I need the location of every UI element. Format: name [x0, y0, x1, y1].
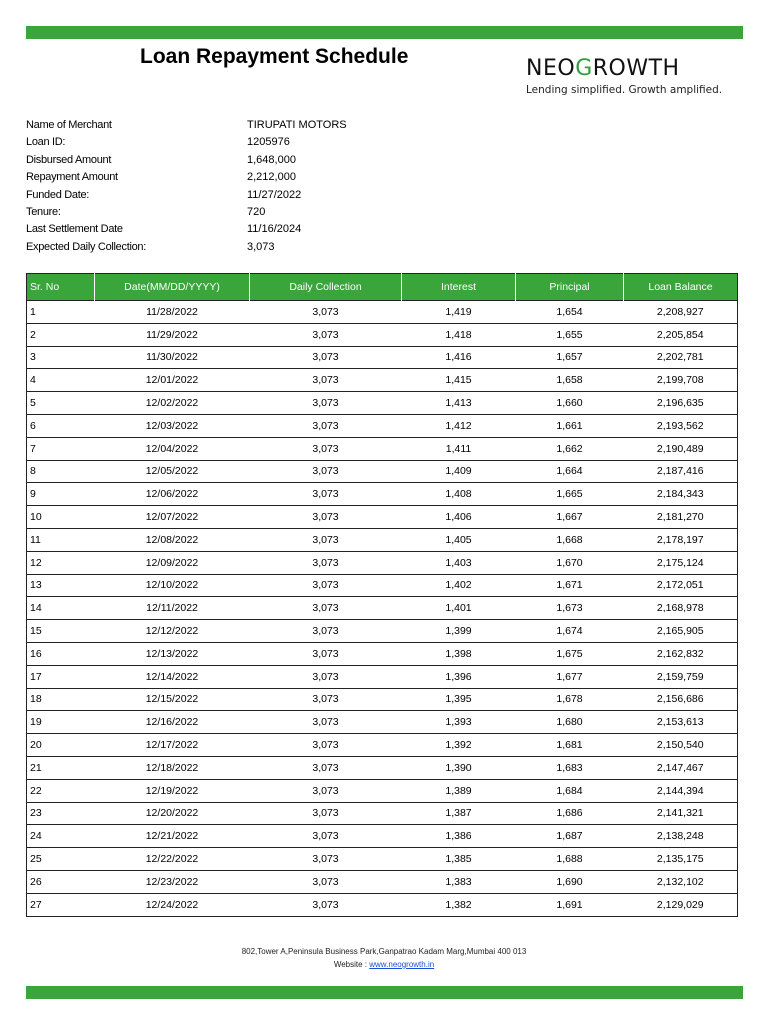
- table-cell: 27: [27, 893, 95, 916]
- table-cell: 2,205,854: [624, 323, 738, 346]
- table-cell: 2,202,781: [624, 346, 738, 369]
- table-cell: 22: [27, 779, 95, 802]
- table-cell: 5: [27, 392, 95, 415]
- info-label: Last Settlement Date: [26, 223, 123, 236]
- page-footer: [0, 945, 768, 971]
- table-cell: 1,405: [402, 528, 516, 551]
- website-link[interactable]: www.neogrowth.in: [369, 960, 435, 969]
- table-row: [27, 893, 738, 916]
- table-cell: 1,661: [516, 414, 624, 437]
- table-cell: 1,392: [402, 734, 516, 757]
- table-cell: 2,159,759: [624, 665, 738, 688]
- table-cell: 12/01/2022: [95, 369, 250, 392]
- table-cell: 12/24/2022: [95, 893, 250, 916]
- table-row: [27, 848, 738, 871]
- table-cell: 12/04/2022: [95, 437, 250, 460]
- table-cell: 3,073: [250, 848, 402, 871]
- table-cell: 1,411: [402, 437, 516, 460]
- info-label: Expected Daily Collection:: [26, 240, 146, 253]
- logo-wordmark: NEOGROWTH: [526, 56, 680, 81]
- page-title: Loan Repayment Schedule: [140, 45, 409, 68]
- table-row: [27, 711, 738, 734]
- table-row: [27, 369, 738, 392]
- table-cell: 2,153,613: [624, 711, 738, 734]
- column-header: Loan Balance: [624, 274, 738, 301]
- column-header: Interest: [402, 274, 516, 301]
- table-row: [27, 620, 738, 643]
- table-cell: 1,683: [516, 756, 624, 779]
- table-cell: 2,150,540: [624, 734, 738, 757]
- table-cell: 3,073: [250, 620, 402, 643]
- table-cell: 11/30/2022: [95, 346, 250, 369]
- table-cell: 3,073: [250, 369, 402, 392]
- table-cell: 3,073: [250, 756, 402, 779]
- table-cell: 1,399: [402, 620, 516, 643]
- table-cell: 4: [27, 369, 95, 392]
- table-cell: 1,657: [516, 346, 624, 369]
- table-cell: 1,396: [402, 665, 516, 688]
- table-row: [27, 734, 738, 757]
- table-row: [27, 642, 738, 665]
- table-cell: 1,674: [516, 620, 624, 643]
- info-label: Loan ID:: [26, 136, 66, 149]
- table-row: [27, 574, 738, 597]
- table-cell: 6: [27, 414, 95, 437]
- table-row: [27, 597, 738, 620]
- table-cell: 19: [27, 711, 95, 734]
- neogrowth-logo: [526, 56, 731, 96]
- table-row: [27, 301, 738, 324]
- info-label: Funded Date:: [26, 188, 90, 201]
- table-cell: 1,419: [402, 301, 516, 324]
- table-row: [27, 460, 738, 483]
- table-cell: 12/16/2022: [95, 711, 250, 734]
- table-cell: 1,412: [402, 414, 516, 437]
- table-cell: 1,667: [516, 506, 624, 529]
- table-cell: 12/22/2022: [95, 848, 250, 871]
- table-cell: 3,073: [250, 392, 402, 415]
- table-cell: 18: [27, 688, 95, 711]
- table-cell: 12/03/2022: [95, 414, 250, 437]
- table-row: [27, 506, 738, 529]
- table-cell: 1,660: [516, 392, 624, 415]
- table-cell: 17: [27, 665, 95, 688]
- table-cell: 1,675: [516, 642, 624, 665]
- info-value: 2,212,000: [247, 171, 296, 184]
- table-cell: 1,393: [402, 711, 516, 734]
- table-cell: 1,654: [516, 301, 624, 324]
- footer-address: 802,Tower A,Peninsula Business Park,Ganpatrao Kadam Marg,Mumbai 400 013: [241, 947, 527, 956]
- table-cell: 2,193,562: [624, 414, 738, 437]
- info-value: 1205976: [247, 136, 290, 149]
- column-header: Sr. No: [27, 274, 95, 301]
- footer-website: Website : www.neogrowth.in: [333, 960, 435, 969]
- table-cell: 12/11/2022: [95, 597, 250, 620]
- table-cell: 3,073: [250, 506, 402, 529]
- table-cell: 3,073: [250, 574, 402, 597]
- table-cell: 8: [27, 460, 95, 483]
- table-cell: 3,073: [250, 460, 402, 483]
- table-cell: 12/12/2022: [95, 620, 250, 643]
- table-cell: 2,138,248: [624, 825, 738, 848]
- table-cell: 1,684: [516, 779, 624, 802]
- table-cell: 1,415: [402, 369, 516, 392]
- bottom-accent-bar: [26, 986, 743, 999]
- table-cell: 2,187,416: [624, 460, 738, 483]
- table-cell: 1,678: [516, 688, 624, 711]
- info-value: 11/16/2024: [247, 223, 302, 236]
- table-cell: 1,671: [516, 574, 624, 597]
- table-cell: 2,135,175: [624, 848, 738, 871]
- table-cell: 10: [27, 506, 95, 529]
- table-cell: 11/29/2022: [95, 323, 250, 346]
- table-cell: 3,073: [250, 642, 402, 665]
- table-cell: 1,389: [402, 779, 516, 802]
- table-cell: 3,073: [250, 551, 402, 574]
- table-cell: 3: [27, 346, 95, 369]
- table-cell: 1,688: [516, 848, 624, 871]
- table-cell: 2,190,489: [624, 437, 738, 460]
- table-cell: 1,403: [402, 551, 516, 574]
- table-cell: 3,073: [250, 688, 402, 711]
- table-cell: 2,162,832: [624, 642, 738, 665]
- table-cell: 1,673: [516, 597, 624, 620]
- table-row: [27, 688, 738, 711]
- table-cell: 1,655: [516, 323, 624, 346]
- table-cell: 12/20/2022: [95, 802, 250, 825]
- table-cell: 3,073: [250, 802, 402, 825]
- table-cell: 12/06/2022: [95, 483, 250, 506]
- table-cell: 12/19/2022: [95, 779, 250, 802]
- table-row: [27, 437, 738, 460]
- table-cell: 1,413: [402, 392, 516, 415]
- top-accent-bar: [26, 26, 743, 39]
- table-cell: 1,677: [516, 665, 624, 688]
- table-cell: 13: [27, 574, 95, 597]
- info-value: TIRUPATI MOTORS: [247, 119, 347, 131]
- table-cell: 23: [27, 802, 95, 825]
- info-value: 720: [247, 205, 266, 218]
- info-value: 11/27/2022: [247, 188, 302, 201]
- table-row: [27, 825, 738, 848]
- table-cell: 16: [27, 642, 95, 665]
- table-cell: 12/14/2022: [95, 665, 250, 688]
- table-cell: 24: [27, 825, 95, 848]
- table-cell: 12/23/2022: [95, 870, 250, 893]
- info-value: 1,648,000: [247, 153, 296, 166]
- table-cell: 2,129,029: [624, 893, 738, 916]
- table-cell: 1,416: [402, 346, 516, 369]
- table-cell: 2,208,927: [624, 301, 738, 324]
- table-row: [27, 870, 738, 893]
- info-label: Tenure:: [26, 205, 61, 218]
- table-cell: 1,402: [402, 574, 516, 597]
- table-cell: 11: [27, 528, 95, 551]
- table-cell: 2,168,978: [624, 597, 738, 620]
- column-header: Daily Collection: [250, 274, 402, 301]
- table-cell: 2,132,102: [624, 870, 738, 893]
- table-cell: 3,073: [250, 711, 402, 734]
- table-cell: 2: [27, 323, 95, 346]
- table-cell: 2,199,708: [624, 369, 738, 392]
- table-cell: 2,196,635: [624, 392, 738, 415]
- table-cell: 3,073: [250, 665, 402, 688]
- table-cell: 2,178,197: [624, 528, 738, 551]
- table-cell: 1,664: [516, 460, 624, 483]
- table-cell: 1,687: [516, 825, 624, 848]
- table-cell: 1,670: [516, 551, 624, 574]
- table-cell: 1,401: [402, 597, 516, 620]
- table-cell: 1,662: [516, 437, 624, 460]
- table-row: [27, 551, 738, 574]
- table-cell: 3,073: [250, 870, 402, 893]
- table-cell: 26: [27, 870, 95, 893]
- table-cell: 12/15/2022: [95, 688, 250, 711]
- table-cell: 12/10/2022: [95, 574, 250, 597]
- table-row: [27, 665, 738, 688]
- table-row: [27, 414, 738, 437]
- table-row: [27, 346, 738, 369]
- table-cell: 15: [27, 620, 95, 643]
- table-cell: 2,172,051: [624, 574, 738, 597]
- table-cell: 2,181,270: [624, 506, 738, 529]
- table-row: [27, 528, 738, 551]
- table-cell: 12/05/2022: [95, 460, 250, 483]
- table-cell: 1,680: [516, 711, 624, 734]
- table-cell: 21: [27, 756, 95, 779]
- table-cell: 1,690: [516, 870, 624, 893]
- table-cell: 1,418: [402, 323, 516, 346]
- table-cell: 1,385: [402, 848, 516, 871]
- table-row: [27, 483, 738, 506]
- table-cell: 14: [27, 597, 95, 620]
- table-cell: 1,395: [402, 688, 516, 711]
- table-cell: 3,073: [250, 734, 402, 757]
- table-cell: 12: [27, 551, 95, 574]
- table-cell: 1,406: [402, 506, 516, 529]
- table-cell: 1,668: [516, 528, 624, 551]
- table-cell: 9: [27, 483, 95, 506]
- table-cell: 2,144,394: [624, 779, 738, 802]
- table-cell: 12/07/2022: [95, 506, 250, 529]
- table-cell: 3,073: [250, 301, 402, 324]
- repayment-schedule-table: [26, 273, 738, 917]
- table-cell: 3,073: [250, 346, 402, 369]
- table-cell: 3,073: [250, 597, 402, 620]
- table-cell: 2,165,905: [624, 620, 738, 643]
- info-label: Repayment Amount: [26, 171, 118, 184]
- table-cell: 3,073: [250, 528, 402, 551]
- table-cell: 7: [27, 437, 95, 460]
- table-cell: 1,382: [402, 893, 516, 916]
- table-cell: 3,073: [250, 323, 402, 346]
- table-cell: 12/08/2022: [95, 528, 250, 551]
- table-cell: 12/17/2022: [95, 734, 250, 757]
- table-cell: 2,184,343: [624, 483, 738, 506]
- table-cell: 1,658: [516, 369, 624, 392]
- column-header: Principal: [516, 274, 624, 301]
- table-cell: 3,073: [250, 893, 402, 916]
- table-cell: 3,073: [250, 779, 402, 802]
- table-cell: 1,386: [402, 825, 516, 848]
- logo-tagline: Lending simplified. Growth amplified.: [526, 84, 723, 96]
- table-cell: 12/09/2022: [95, 551, 250, 574]
- table-cell: 2,156,686: [624, 688, 738, 711]
- table-cell: 1,408: [402, 483, 516, 506]
- table-row: [27, 323, 738, 346]
- table-cell: 12/21/2022: [95, 825, 250, 848]
- column-header: Date(MM/DD/YYYY): [95, 274, 250, 301]
- table-cell: 1,665: [516, 483, 624, 506]
- table-cell: 12/02/2022: [95, 392, 250, 415]
- table-cell: 3,073: [250, 483, 402, 506]
- table-row: [27, 802, 738, 825]
- info-label: Name of Merchant: [26, 119, 112, 131]
- table-cell: 1,398: [402, 642, 516, 665]
- table-cell: 25: [27, 848, 95, 871]
- info-value: 3,073: [247, 240, 275, 253]
- table-cell: 2,175,124: [624, 551, 738, 574]
- table-cell: 1,387: [402, 802, 516, 825]
- table-cell: 11/28/2022: [95, 301, 250, 324]
- table-cell: 1,409: [402, 460, 516, 483]
- table-cell: 12/18/2022: [95, 756, 250, 779]
- table-cell: 20: [27, 734, 95, 757]
- table-cell: 3,073: [250, 437, 402, 460]
- repayment-table-container: [26, 273, 737, 917]
- table-cell: 12/13/2022: [95, 642, 250, 665]
- table-cell: 1: [27, 301, 95, 324]
- table-cell: 1,691: [516, 893, 624, 916]
- table-cell: 3,073: [250, 825, 402, 848]
- table-cell: 1,383: [402, 870, 516, 893]
- table-cell: 3,073: [250, 414, 402, 437]
- table-cell: 2,141,321: [624, 802, 738, 825]
- table-cell: 2,147,467: [624, 756, 738, 779]
- table-cell: 1,681: [516, 734, 624, 757]
- table-row: [27, 756, 738, 779]
- table-cell: 1,686: [516, 802, 624, 825]
- table-row: [27, 779, 738, 802]
- info-label: Disbursed Amount: [26, 153, 112, 166]
- table-cell: 1,390: [402, 756, 516, 779]
- table-row: [27, 392, 738, 415]
- table-header-row: [27, 274, 738, 301]
